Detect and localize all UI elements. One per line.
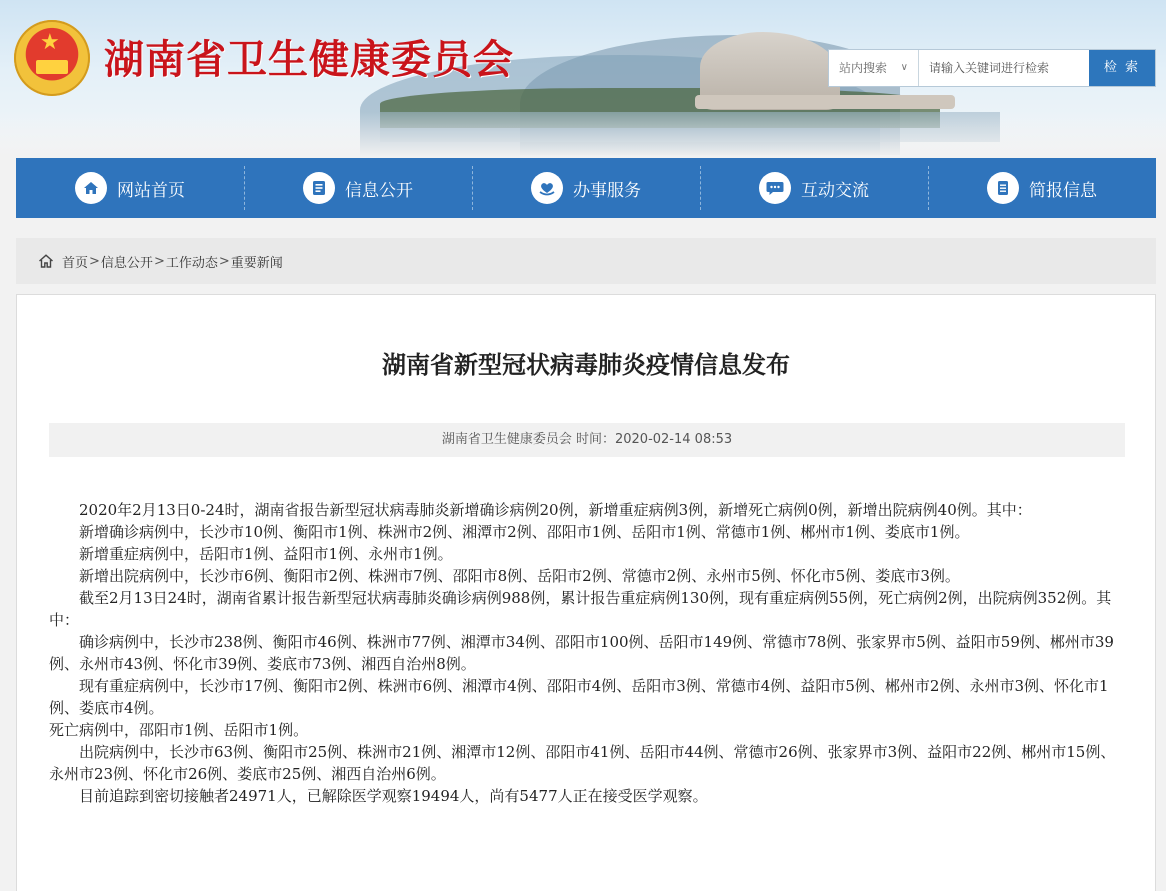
- nav-item-label: 信息公开: [345, 180, 413, 201]
- hand-heart-icon: [531, 172, 563, 204]
- article-paragraph: 出院病例中，长沙市63例、衡阳市25例、株洲市21例、湘潭市12例、邵阳市41例、岳阳市44例、常德市26例、张家界市3例、益阳市22例、郴州市15例、永州市23例、怀化市26例、娄底市25例、湘西自治州6例。: [49, 743, 1116, 783]
- article-paragraph: 2020年2月13日0-24时，湖南省报告新型冠状病毒肺炎新增确诊病例20例，新增重症病例3例，新增死亡病例0例，新增出院病例40例。其中：: [79, 501, 1032, 519]
- nav-item-services[interactable]: [472, 158, 700, 218]
- article: [16, 294, 1156, 891]
- document-list-icon: [303, 172, 335, 204]
- article-paragraph: 现有重症病例中，长沙市17例、衡阳市2例、株洲市6例、湘潭市4例、邵阳市4例、岳阳市3例、常德市4例、益阳市5例、郴州市2例、永州市3例、怀化市1例、娄底市4例。: [49, 677, 1109, 717]
- article-title: 湖南省新型冠状病毒肺炎疫情信息发布: [382, 351, 790, 379]
- search-scope-label: 站内搜索: [839, 61, 888, 75]
- national-emblem-logo[interactable]: [14, 20, 90, 96]
- breadcrumb: [16, 238, 1156, 284]
- nav-item-home[interactable]: [16, 158, 244, 218]
- emblem-star-icon: ★: [40, 30, 60, 55]
- nav-item-label: 简报信息: [1029, 180, 1097, 201]
- nav-item-briefing[interactable]: [928, 158, 1156, 218]
- breadcrumb-home[interactable]: 首页: [62, 255, 89, 271]
- breadcrumb-separator: >: [89, 253, 100, 269]
- article-paragraph: 新增确诊病例中，长沙市10例、衡阳市1例、株洲市2例、湘潭市2例、邵阳市1例、岳阳市1例、常德市1例、郴州市1例、娄底市1例。: [79, 523, 970, 541]
- banner-haze: [0, 112, 1166, 158]
- article-paragraph: 目前追踪到密切接触者24971人，已解除医学观察19494人，尚有5477人正在接受医学观察。: [79, 787, 708, 805]
- main-nav: [16, 158, 1156, 218]
- breadcrumb-work-news[interactable]: 工作动态: [165, 255, 218, 271]
- article-body: [49, 499, 1125, 807]
- chevron-down-icon: ∨: [900, 62, 908, 73]
- emblem-gate-icon: [36, 60, 68, 74]
- nav-item-interaction[interactable]: [700, 158, 928, 218]
- search-button[interactable]: 检 索: [1089, 50, 1155, 86]
- home-icon: [38, 253, 54, 269]
- breadcrumb-info-public[interactable]: 信息公开: [100, 255, 153, 271]
- article-meta: 湖南省卫生健康委员会 时间：2020-02-14 08:53: [49, 423, 1125, 457]
- banner-statue-base: [695, 95, 955, 109]
- nav-item-label: 办事服务: [573, 180, 641, 201]
- chat-bubble-icon: [759, 172, 791, 204]
- search-bar: [829, 50, 1155, 86]
- site-title[interactable]: 湖南省卫生健康委员会: [104, 37, 514, 83]
- article-paragraph: 确诊病例中，长沙市238例、衡阳市46例、株洲市77例、湘潭市34例、邵阳市100例、岳阳市149例、常德市78例、张家界市5例、益阳市59例、郴州市39例、永州市43例、怀化市39例、娄底市73例、湘西自治州8例。: [49, 633, 1114, 673]
- nav-item-label: 互动交流: [801, 180, 869, 201]
- nav-item-info-public[interactable]: [244, 158, 472, 218]
- search-scope-select[interactable]: [829, 50, 919, 86]
- home-icon: [75, 172, 107, 204]
- breadcrumb-separator: >: [218, 253, 230, 269]
- breadcrumb-important-news[interactable]: 重要新闻: [230, 255, 283, 271]
- article-paragraph: 死亡病例中，邵阳市1例、岳阳市1例。: [49, 721, 309, 739]
- search-input[interactable]: [919, 50, 1089, 86]
- nav-item-label: 网站首页: [117, 180, 185, 201]
- article-paragraph: 截至2月13日24时，湖南省累计报告新型冠状病毒肺炎确诊病例988例，累计报告重症病例130例，现有重症病例55例，死亡病例2例，出院病例352例。其中：: [49, 589, 1112, 629]
- breadcrumb-separator: >: [153, 253, 165, 269]
- briefing-icon: [987, 172, 1019, 204]
- article-paragraph: 新增重症病例中，岳阳市1例、益阳市1例、永州市1例。: [79, 545, 453, 563]
- article-paragraph: 新增出院病例中，长沙市6例、衡阳市2例、株洲市7例、邵阳市8例、岳阳市2例、常德市2例、永州市5例、怀化市5例、娄底市3例。: [79, 567, 960, 585]
